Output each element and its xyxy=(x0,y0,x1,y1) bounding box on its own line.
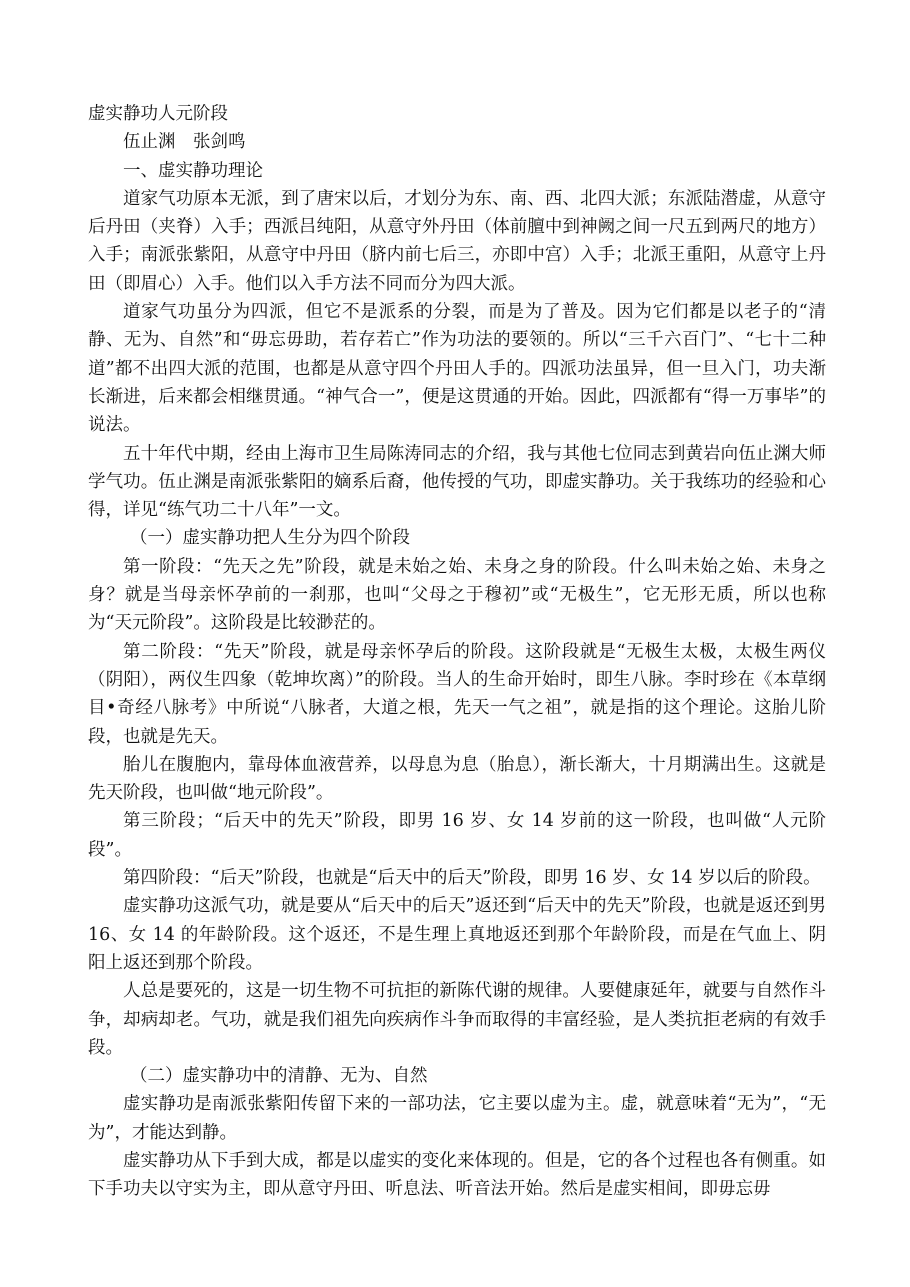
paragraph: 虚实静功这派气功，就是要从“后天中的后天”返还到“后天中的先天”阶段，也就是返还到男 16、女 14 的年龄阶段。这个返还，不是生理上真地返还到那个年龄阶段，而是在气血上、阴阳上返还到那个阶段。 xyxy=(88,896,826,973)
paragraph: 第四阶段：“后天”阶段，也就是“后天中的后天”阶段，即男 16 岁、女 14 岁以后的阶段。 xyxy=(123,868,821,889)
paragraph: 五十年代中期，经由上海市卫生局陈涛同志的介绍，我与其他七位同志到黄岩向伍止渊大师学气功。伍止渊是南派张紫阳的嫡系后裔，他传授的气功，即虚实静功。关于我练功的经验和心得，详见“练气功二十八年”一文。 xyxy=(88,443,826,521)
paragraph: 道家气功虽分为四派，但它不是派系的分裂，而是为了普及。因为它们都是以老子的“清静、无为、自然”和“毋忘毋助，若存若亡”作为功法的要领的。所以“三千六百门”、“七十二种道”都不出四大派的范围，也都是从意守四个丹田人手的。四派功法虽异，但一旦入门，功夫渐长渐进，后来都会相继贯通。“神气合一”，便是这贯通的开始。因此，四派都有“得一万事毕”的说法。 xyxy=(88,302,826,436)
sub-heading: （一）虚实静功把人生分为四个阶段 xyxy=(130,528,410,549)
paragraph: 第二阶段：“先天”阶段，就是母亲怀孕后的阶段。这阶段就是“无极生太极，太极生两仪（阴阳），两仪生四象（乾坤坎离）”的阶段。当人的生命开始时，即生八脉。李时珍在《本草纲目•奇经八脉考》中所说“八脉者，大道之根，先天一气之祖”，就是指的这个理论。这胎儿阶段，也就是先天。 xyxy=(88,641,826,747)
paragraph: 胎儿在腹胞内，靠母体血液营养，以母息为息（胎息），渐长渐大，十月期满出生。这就是先天阶段，也叫做“地元阶段”。 xyxy=(88,754,826,804)
paragraph: 第一阶段：“先天之先”阶段，就是未始之始、未身之身的阶段。什么叫未始之始、未身之身？就是当母亲怀孕前的一刹那，也叫“父母之于穆初”或“无极生”，它无形无质，所以也称为“天元阶段”。这阶段是比较渺茫的。 xyxy=(88,556,826,634)
paragraph: 第三阶段；“后天中的先天”阶段，即男 16 岁、女 14 岁前的这一阶段，也叫做“人元阶段”。 xyxy=(88,811,826,860)
section-heading: 一、虚实静功理论 xyxy=(123,160,263,181)
sub-heading: （二）虚实静功中的清静、无为、自然 xyxy=(130,1066,428,1087)
paragraph: 人总是要死的，这是一切生物不可抗拒的新陈代谢的规律。人要健康延年，就要与自然作斗争，却病却老。气功，就是我们祖先向疾病作斗争而取得的丰富经验，是人类抗拒老病的有效手段。 xyxy=(88,981,826,1058)
paragraph: 虚实静功从下手到大成，都是以虚实的变化来体现的。但是，它的各个过程也各有侧重。如下手功夫以守实为主，即从意守丹田、听息法、听音法开始。然后是虚实相间，即毋忘毋 xyxy=(88,1150,826,1200)
paragraph: 道家气功原本无派，到了唐宋以后，才划分为东、南、西、北四大派；东派陆潜虚，从意守后丹田（夹脊）入手；西派吕纯阳，从意守外丹田（体前膻中到神阙之间一尺五到两尺的地方）入手；南派张紫阳，从意守中丹田（脐内前七后三，亦即中宫）入手；北派王重阳，从意守上丹田（即眉心）入手。他们以入手方法不同而分为四大派。 xyxy=(88,188,826,294)
document-authors: 伍止渊 张剑鸣 xyxy=(123,132,246,153)
paragraph: 虚实静功是南派张紫阳传留下来的一部功法，它主要以虚为主。虚，就意味着“无为”，“无为”，才能达到静。 xyxy=(88,1094,826,1143)
document-page xyxy=(88,100,826,1204)
document-title: 虚实静功人元阶段 xyxy=(88,104,228,124)
